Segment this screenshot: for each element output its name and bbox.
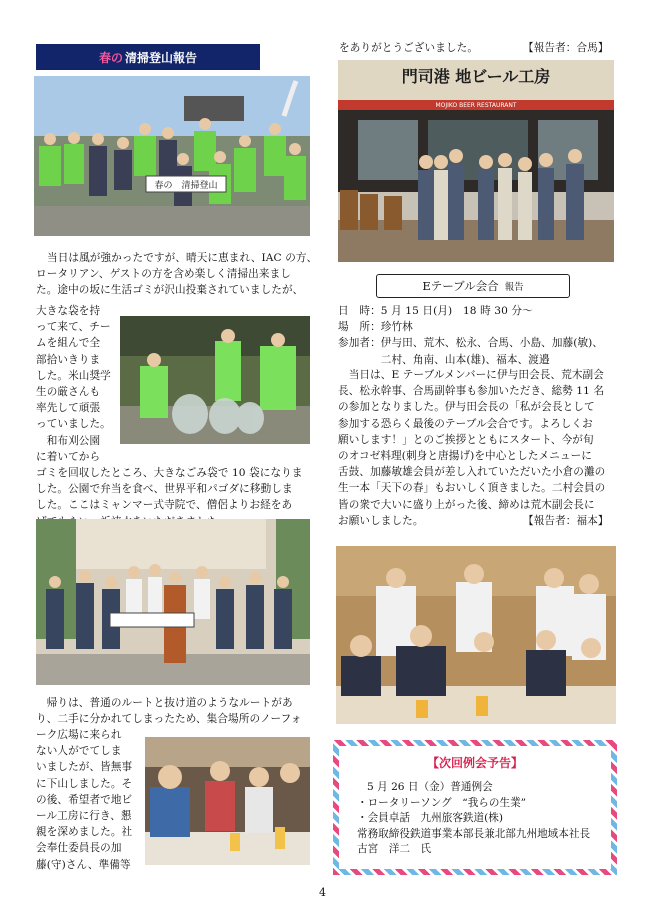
article-title-cleanup-hike bbox=[36, 44, 260, 70]
photo-etable-dinner bbox=[336, 546, 616, 724]
info-attendees-cont: 二村、角南、山本(雄)、福本、渡邉 bbox=[338, 353, 550, 366]
paragraph-3-wide bbox=[36, 695, 302, 727]
notice-speaker-title: 常務取締役鉄道事業本部長兼北部九州地域本社長 bbox=[357, 827, 591, 840]
title-accent: 春の bbox=[98, 50, 123, 65]
etable-info bbox=[338, 303, 603, 368]
hike-banner-text: 春の 清掃登山 bbox=[154, 181, 218, 191]
text-line: 生一本「天下の春」もおいしく頂きました。二村会員の bbox=[338, 482, 606, 495]
text-line: た。途中の坂に生活ゴミが沢山投棄されていましたが、 bbox=[36, 284, 304, 297]
text-line: 皆の衆で大いに盛り上がった後、締めは荒木副会長に bbox=[338, 498, 595, 511]
text-line: ムを組んで全 bbox=[36, 337, 101, 350]
etable-reporter-label: 【報告者：福本】 bbox=[523, 515, 609, 527]
text-line: ロータリアン、ゲストの方を含め楽しく清掃出来まし bbox=[36, 268, 291, 281]
top-reporter-label: 【報告者：合馬】 bbox=[523, 42, 609, 54]
text-line: 親を深めました。社 bbox=[36, 826, 133, 839]
text-line: って来て、チー bbox=[36, 321, 111, 334]
text-line: した。ここはミャンマー式寺院で、僧侶よりお経をあ bbox=[36, 499, 293, 512]
text-line: 会奉仕委員長の加 bbox=[36, 842, 122, 855]
notice-body bbox=[357, 780, 590, 858]
page-number: 4 bbox=[319, 886, 326, 899]
photo-restaurant-storefront bbox=[338, 60, 614, 262]
text-line: っていました。 bbox=[36, 418, 111, 431]
restaurant-sign-sub: MOJIKO BEER RESTAURANT bbox=[435, 102, 517, 109]
info-attendees: 参加者：伊与田、荒木、松永、合馬、小島、加藤(敏)、 bbox=[338, 337, 604, 350]
text-line: 大きな袋を持 bbox=[36, 305, 101, 317]
text-line: いましたが、皆無事 bbox=[36, 761, 133, 774]
text-line: 藤(守)さん、準備等 bbox=[36, 858, 131, 871]
text-line: の後、希望者で地ビ bbox=[36, 793, 133, 806]
title-main: 清掃登山報告 bbox=[125, 50, 198, 65]
etable-title: Eテーブル会合 bbox=[422, 279, 499, 293]
notice-speaker-name: 古宮 洋二 氏 bbox=[357, 843, 432, 855]
text-line: 当日は、E テーブルメンバーに伊与田会長、荒木副会 bbox=[338, 369, 604, 381]
info-date: 日 時：5 月 15 日(月) 18 時 30 分～ bbox=[338, 305, 533, 317]
restaurant-sign-text: 門司港 地ビール工房 bbox=[401, 67, 551, 86]
text-line: ない人がでてしま bbox=[36, 745, 122, 758]
notice-song: ・ロータリーソング “我らの生業” bbox=[357, 796, 527, 809]
text-line: した。米山奨学 bbox=[36, 369, 111, 382]
text-line: お願いしました。 bbox=[338, 514, 424, 527]
text-line: 率先して頑張 bbox=[36, 402, 101, 415]
notice-date: 5 月 26 日（金）普通例会 bbox=[367, 781, 493, 793]
photo-temple-group bbox=[36, 519, 310, 685]
text-line: 舌鼓、加藤敏雄会員が差し入れていただいた小倉の灘の bbox=[338, 466, 606, 479]
info-place: 場 所：珍竹林 bbox=[338, 321, 413, 334]
text-line: に下山しました。そ bbox=[36, 777, 133, 790]
paragraph-2-narrow bbox=[36, 303, 111, 465]
photo-garbage-bags bbox=[120, 316, 310, 444]
etable-title-box bbox=[376, 274, 570, 298]
text-line: 願いします！」とのご挨拶とともにスタート、今が旬 bbox=[338, 433, 594, 446]
text-line: 長、松永幹事、合馬副幹事も参加いただき、総勢 11 名 bbox=[338, 385, 605, 398]
top-continuation-line bbox=[339, 40, 478, 56]
text-line: をありがとうございました。 bbox=[339, 42, 479, 54]
text-line: 部拾いきりま bbox=[36, 353, 101, 366]
notice-speech: ・会員卓話 九州旅客鉄道(株) bbox=[357, 812, 503, 824]
text-line: のオコゼ料理(刺身と唐揚げ)を中心としたメニューに bbox=[338, 450, 592, 463]
text-line: ール工房に行き、懇 bbox=[36, 810, 132, 823]
photo-beer-gathering bbox=[145, 737, 310, 865]
etable-body bbox=[338, 367, 605, 529]
text-line: 生の厳さんも bbox=[36, 386, 101, 399]
text-line: 当日は風が強かったですが、晴天に恵まれ、IAC の方、 bbox=[47, 252, 318, 264]
text-line: した。公園で弁当を食べ、世界平和パゴダに移動しま bbox=[36, 483, 293, 496]
text-line: の参加となりました。伊与田会長の「私が会長として bbox=[338, 401, 595, 414]
text-line: 和布刈公園 bbox=[36, 434, 101, 447]
text-line: 参加する恐らく最後のテーブル会合です。よろしくお bbox=[338, 417, 593, 430]
text-line: り、二手に分かれてしまったため、集合場所のノーフォ bbox=[36, 713, 302, 726]
text-line: に着いてから bbox=[36, 450, 101, 463]
text-line: ーク広場に来られ bbox=[36, 729, 122, 741]
notice-title: 【次回例会予告】 bbox=[426, 756, 523, 770]
next-meeting-notice bbox=[333, 740, 617, 875]
paragraph-1 bbox=[36, 250, 317, 299]
etable-tag: 報告 bbox=[504, 282, 524, 293]
group-photo-hikers bbox=[34, 76, 310, 236]
paragraph-3-narrow bbox=[36, 727, 132, 873]
text-line: 帰りは、普通のルートと抜け道のようなルートがあ bbox=[36, 697, 293, 709]
text-line: ゴミを回収したところ、大きなごみ袋で 10 袋になりま bbox=[36, 467, 303, 479]
